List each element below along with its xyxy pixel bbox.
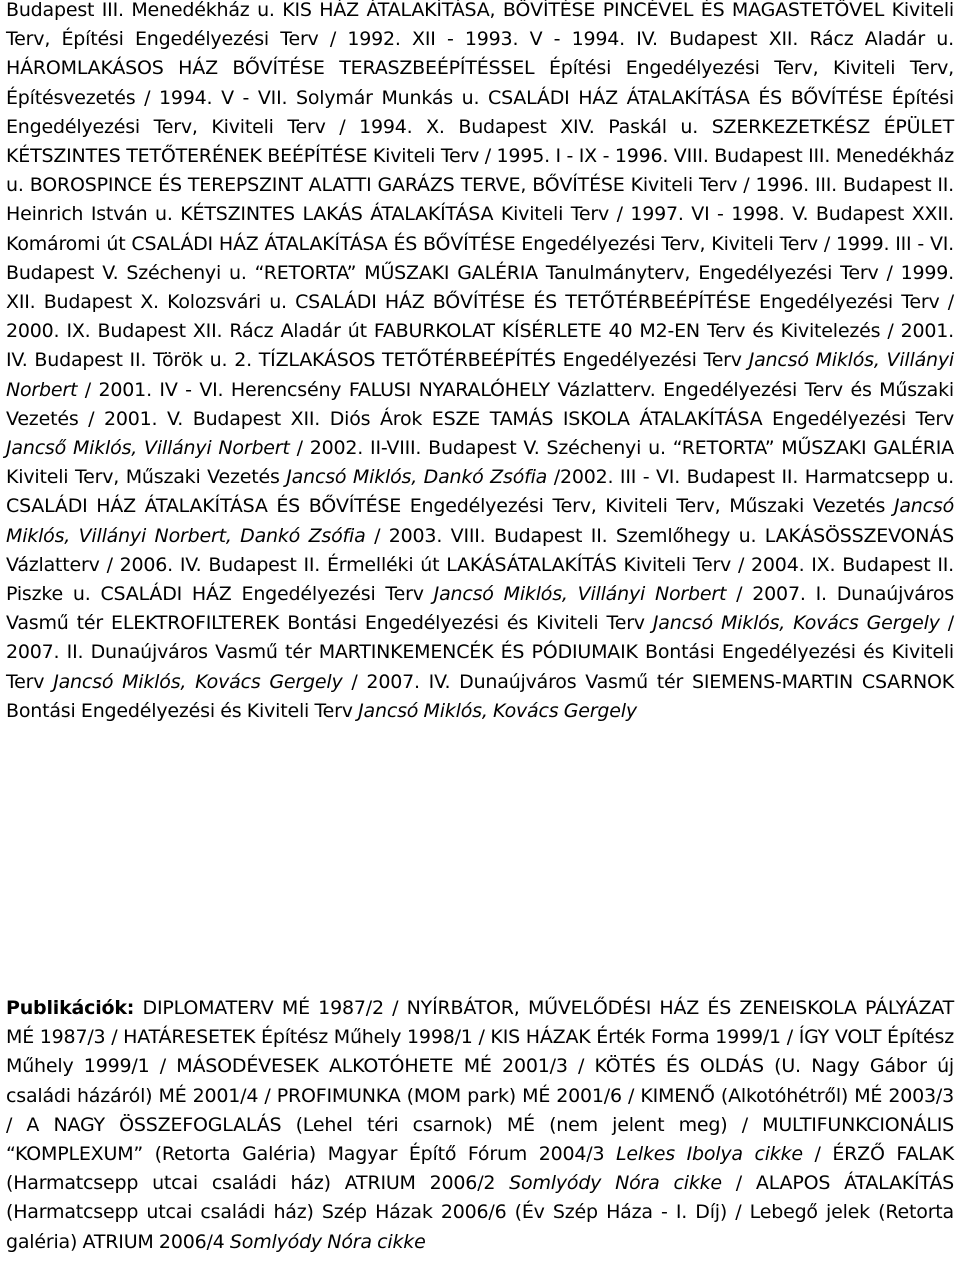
projects-author-credit: Jancső Miklós, Villányi Norbert: [6, 437, 290, 460]
publications-text: / ALAPOS ÁTALAKÍTÁS (Harmatcsepp utcai családi ház) Szép Házak 2006/6 (Év Szép Háza - I. Díj) / Lebegő jelek (Retorta galéria) ATRIUM 2006/4: [6, 1172, 955, 1253]
publications-text: / ÉRZŐ FALAK (Harmatcsepp utcai családi ház) ATRIUM 2006/2: [6, 1143, 955, 1195]
publications-label: Publikációk:: [6, 997, 135, 1019]
projects-author-credit: Jancsó Miklós, Dankó Zsófia: [286, 466, 548, 489]
projects-author-credit: Jancsó Miklós, Kovács Gergely: [652, 612, 940, 635]
publications-text: DIPLOMATERV MÉ 1987/2 / NYÍRBÁTOR, MŰVELŐDÉSI HÁZ ÉS ZENEISKOLA PÁLYÁZAT MÉ 1987/3 / HATÁRESETEK Építész Műhely 1998/1 / KIS HÁZAK Érték Forma 1999/1 / ÍGY VOLT Építész Műhely 1999/1 / MÁSODÉVESEK ALKOTÓHETE MÉ 2001/3 / KÖTÉS ÉS OLDÁS (U. Nagy Gábor új családi házáról) MÉ 2001/4 / PROFIMUNKA (MOM park) MÉ 2001/6 / KIMENŐ (Alkotóhétről) MÉ 2003/3 / A NAGY ÖSSZEFOGLALÁS (Lehel téri csarnok) MÉ (nem jelent meg) / MULTIFUNKCIONÁLIS “KOMPLEXUM” (Retorta Galéria) Magyar Építő Fórum 2004/3: [6, 997, 954, 1166]
projects-text: / 2007. I. Dunaújváros Vasmű tér ELEKTROFILTEREK Bontási Engedélyezési és Kiviteli Terv: [6, 583, 954, 635]
publications-author-credit: Somlyódy Nóra cikke: [509, 1172, 722, 1195]
publications-author-credit: Somlyódy Nóra cikke: [229, 1230, 426, 1253]
publications-list: [6, 997, 954, 1253]
projects-author-credit: Jancsó Miklós, Villányi Norbert: [433, 583, 727, 606]
projects-text: / 2007. II. Dunaújváros Vasmű tér MARTINKEMENCÉK ÉS PÓDIUMAIK Bontási Engedélyezési és Kiviteli Terv: [6, 612, 954, 693]
projects-list: [6, 0, 954, 726]
projects-author-credit: Jancsó Miklós, Villányi Norbert: [6, 349, 954, 401]
projects-text: / 2002. II-VIII. Budapest V. Széchenyi u. “RETORTA” MŰSZAKI GALÉRIA Kiviteli Terv, Műszaki Vezetés: [6, 437, 954, 489]
publications-author-credit: Lelkes Ibolya cikke: [616, 1143, 803, 1166]
projects-text: / 2001. IV - VI. Herencsény FALUSI NYARALÓHELY Vázlatterv. Engedélyezési Terv és Műszaki Vezetés / 2001. V. Budapest XII. Diós Árok ESZE TAMÁS ISKOLA ÁTALAKÍTÁSA Engedélyezési Terv: [6, 378, 954, 430]
publications-section: [6, 994, 954, 1257]
projects-author-credit: Jancsó Miklós, Kovács Gergely: [358, 699, 637, 722]
projects-author-credit: Jancsó Miklós, Kovács Gergely: [53, 670, 343, 693]
projects-text: /2002. III - VI. Budapest II. Harmatcsepp u. CSALÁDI HÁZ ÁTALAKÍTÁSA ÉS BŐVÍTÉSE Engedélyezési Terv, Kiviteli Terv, Műszaki Vezetés: [6, 466, 954, 518]
projects-text: / 2007. IV. Dunaújváros Vasmű tér SIEMENS-MARTIN CSARNOK Bontási Engedélyezési és Kiviteli Terv: [6, 670, 954, 722]
projects-text: Budapest III. Menedékház u. KIS HÁZ ÁTALAKÍTÁSA, BŐVÍTÉSE PINCÉVEL ÉS MAGASTETŐVEL Kiviteli Terv, Építési Engedélyezési Terv / 1992. XII - 1993. V - 1994. IV. Budapest XII. Rácz Aladár u. HÁROMLAKÁSOS HÁZ BŐVÍTÉSE TERASZBEÉPÍTÉSSEL Építési Engedélyezési Terv, Kiviteli Terv, Építésvezetés / 1994. V - VII. Solymár Munkás u. CSALÁDI HÁZ ÁTALAKÍTÁSA ÉS BŐVÍTÉSE Építési Engedélyezési Terv, Kiviteli Terv / 1994. X. Budapest XIV. Paskál u. SZERKEZETKÉSZ ÉPÜLET KÉTSZINTES TETŐTERÉNEK BEÉPÍTÉSE Kiviteli Terv / 1995. I - IX - 1996. VIII. Budapest III. Menedékház u. BOROSPINCE ÉS TEREPSZINT ALATTI GARÁZS TERVE, BŐVÍTÉSE Kiviteli Terv / 1996. III. Budapest II. Heinrich István u. KÉTSZINTES LAKÁS ÁTALAKÍTÁSA Kiviteli Terv / 1997. VI - 1998. V. Budapest XXII. Komáromi út CSALÁDI HÁZ ÁTALAKÍTÁSA ÉS BŐVÍTÉSE Engedélyezési Terv, Kiviteli Terv / 1999. III - VI. Budapest V. Széchenyi u. “RETORTA” MŰSZAKI GALÉRIA Tanulmányterv, Engedélyezési Terv / 1999. XII. Budapest X. Kolozsvári u. CSALÁDI HÁZ BŐVÍTÉSE ÉS TETŐTÉRBEÉPÍTÉSE Engedélyezési Terv / 2000. IX. Budapest XII. Rácz Aladár út FABURKOLAT KÍSÉRLETE 40 M2-EN Terv és Kivitelezés / 2001. IV. Budapest II. Török u. 2. TÍZLAKÁSOS TETŐTÉRBEÉPÍTÉS Engedélyezési Terv: [6, 0, 954, 372]
projects-author-credit: Jancsó Miklós, Villányi Norbert, Dankó Zsófia: [6, 495, 954, 547]
projects-text: / 2003. VIII. Budapest II. Szemlőhegy u. LAKÁSÖSSZEVONÁS Vázlatterv / 2006. IV. Budapest II. Érmelléki út LAKÁSÁTALAKÍTÁS Kiviteli Terv / 2004. IX. Budapest II. Piszke u. CSALÁDI HÁZ Engedélyezési Terv: [6, 524, 954, 606]
